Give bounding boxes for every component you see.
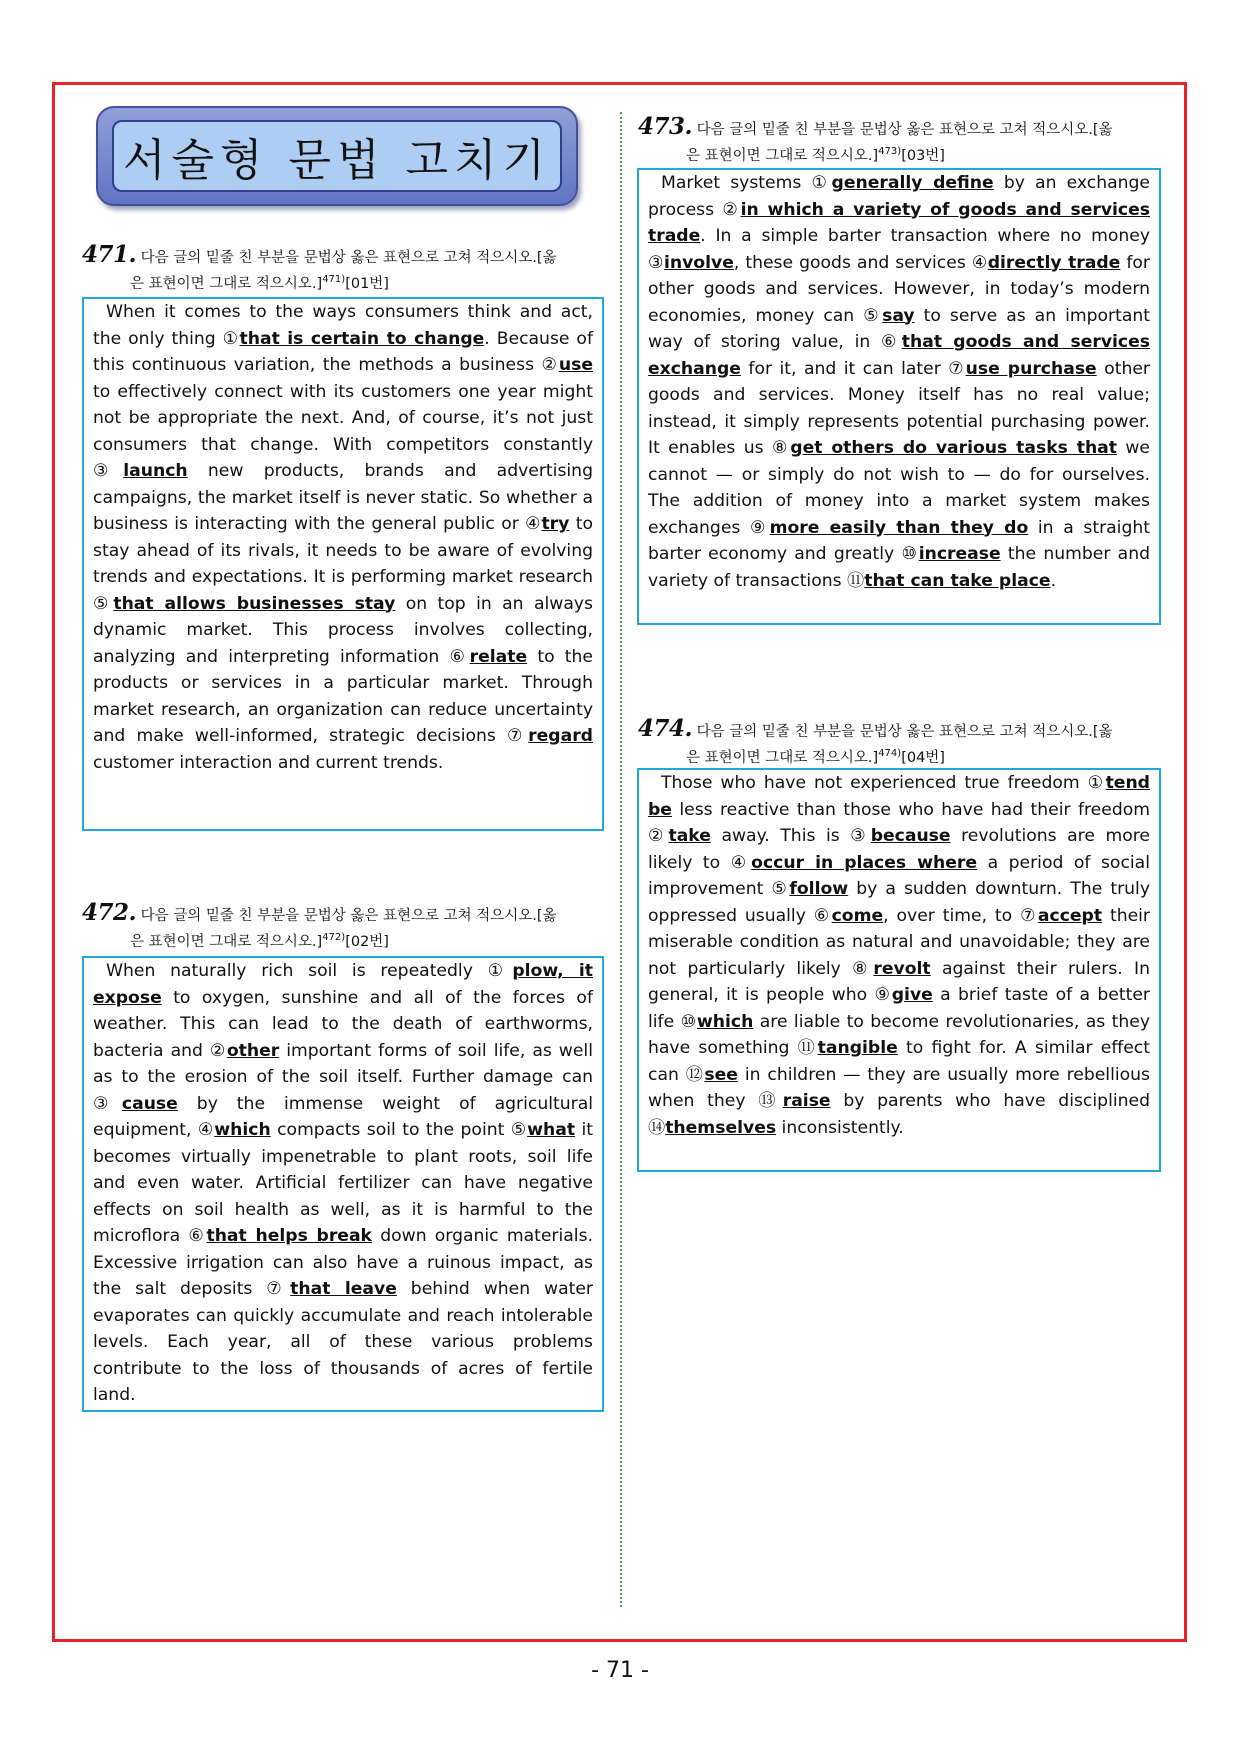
underlined-blank: tend be [648,773,1150,820]
question-instruction-cont: 은 표현이면 그대로 적으시오.] [130,933,323,950]
underlined-blank: revolt [873,958,931,979]
underlined-blank: give [891,985,933,1005]
page-number: - 71 - [591,1658,649,1683]
underlined-blank: tangible [817,1038,898,1058]
underlined-blank: launch [123,461,188,481]
question-ref-sup: 472) [322,932,346,943]
underlined-blank: relate [469,646,528,667]
underlined-blank: that allows businesses stay [113,593,396,614]
underlined-blank: that leave [290,1279,397,1299]
underlined-blank: come [831,905,884,926]
underlined-blank: say [882,305,915,326]
question-passage-473 [637,168,1161,625]
question-instruction: 다음 글의 밑줄 친 부분을 문법상 옳은 표현으로 고쳐 적으시오.[옳 [696,724,1113,740]
question-header-471 [82,241,612,295]
underlined-blank: use [558,355,593,375]
underlined-blank: other [226,1040,280,1061]
underlined-blank: try [541,514,570,534]
underlined-blank: plow, it expose [93,961,593,1008]
underlined-blank: raise [782,1091,831,1111]
question-header-472 [82,899,612,953]
underlined-blank: see [704,1064,738,1085]
question-instruction: 다음 글의 밑줄 친 부분을 문법상 옳은 표현으로 고쳐 적으시오.[옳 [140,908,557,924]
underlined-blank: regard [528,726,593,746]
underlined-blank: follow [789,879,849,899]
question-ref: [02번] [345,933,389,950]
question-instruction: 다음 글의 밑줄 친 부분을 문법상 옳은 표현으로 고쳐 적으시오.[옳 [696,122,1113,138]
underlined-blank: directly trade [987,252,1121,273]
passage-text: When it comes to the ways consumers think and act, the only thing ①that is certain to change. Because of this continuous variation, the methods a business ②use to effectively connect with its customers one year might not be appropriate the next. And, of course, it’s not just consumers that change. With competitors constantly ③launch new products, brands and advertising campaigns, the market itself is never static. So whether a business is interacting with the general public or ④try to stay ahead of its rivals, it needs to be aware of evolving trends and expectations. It is performing market research ⑤that allows businesses stay on top in an always dynamic market. This process involves collecting, analyzing and interpreting information ⑥relate to the products or services in a particular market. Through market research, an organization can reduce uncertainty and make well-informed, strategic decisions ⑦regard customer interaction and current trends. [93,302,594,773]
question-passage-474 [637,768,1161,1172]
underlined-blank: accept [1037,905,1103,926]
underlined-blank: that can take place [864,570,1051,591]
question-passage-471 [82,297,604,831]
underlined-blank: that goods and services exchange [648,332,1150,379]
underlined-blank: occur in places where [751,852,978,873]
underlined-blank: generally define [831,173,994,193]
underlined-blank: involve [663,252,734,273]
underlined-blank: use purchase [965,358,1097,379]
underlined-blank: themselves [665,1117,777,1138]
title-banner-inner [112,120,562,192]
question-instruction: 다음 글의 밑줄 친 부분을 문법상 옳은 표현으로 고쳐 적으시오.[옳 [140,250,557,266]
passage-text: Market systems ①generally define by an exchange process ②in which a variety of goods and services trade. In a simple barter transaction where no money ③involve, these goods and services ④directly trade for other goods and services. However, in today’s modern economies, money can ⑤say to serve as an important way of storing value, in ⑥that goods and services exchange for it, and it can later ⑦use purchase other goods and services. Money itself has no real value; instead, it simply represents potential purchasing power. It enables us ⑧get others do various tasks that we cannot — or simply do not wish to — do for ourselves. The addition of money into a market system makes exchanges ⑨more easily than they do in a straight barter economy and greatly ⑩increase the number and variety of transactions ⑪that can take place. [648,173,1151,591]
question-instruction-cont: 은 표현이면 그대로 적으시오.] [686,147,879,164]
question-ref: [03번] [901,147,945,164]
title-banner [96,106,578,206]
underlined-blank: what [527,1120,576,1140]
question-ref: [01번] [345,275,389,292]
question-ref-sup: 473) [878,146,902,157]
underlined-blank: more easily than they do [769,517,1029,538]
question-instruction-cont: 은 표현이면 그대로 적으시오.] [130,275,323,292]
underlined-blank: which [696,1011,754,1032]
underlined-blank: that helps break [206,1226,372,1246]
underlined-blank: that is certain to change [239,328,485,349]
question-header-474 [638,715,1168,769]
question-number: 473. [638,113,693,140]
question-header-473 [638,113,1168,167]
underlined-blank: take [668,826,711,846]
question-ref-sup: 474) [878,748,902,759]
passage-text: When naturally rich soil is repeatedly ①plow, it expose to oxygen, sunshine and all of the forces of weather. This can lead to the death of earthworms, bacteria and ②other important forms of soil life, as well as to the erosion of the soil itself. Further damage can ③cause by the immense weight of agricultural equipment, ④which compacts soil to the point ⑤what it becomes virtually impenetrable to plant roots, soil life and even water. Artificial fertilizer can have negative effects on soil health as well, as it is harmful to the microflora ⑥that helps break down organic materials. Excessive irrigation can also have a ruinous impact, as the salt deposits ⑦that leave behind when water evaporates can quickly accumulate and reach intolerable levels. Each year, all of these various problems contribute to the loss of thousands of acres of fertile land. [93,961,593,1405]
question-number: 474. [638,715,693,742]
underlined-blank: cause [121,1093,178,1114]
underlined-blank: in which a variety of goods and services trade [648,199,1150,246]
question-passage-472 [82,956,604,1412]
column-divider [620,112,622,1607]
underlined-blank: increase [918,544,1001,564]
question-instruction-cont: 은 표현이면 그대로 적으시오.] [686,749,879,766]
question-ref-sup: 471) [322,274,346,285]
question-number: 471. [82,241,137,268]
question-number: 472. [82,899,137,926]
underlined-blank: which [214,1120,271,1140]
passage-text: Those who have not experienced true freedom ①tend be less reactive than those who have had their freedom ②take away. This is ③because revolutions are more likely to ④occur in places where a period of social improvement ⑤follow by a sudden downturn. The truly oppressed usually ⑥come, over time, to ⑦accept their miserable condition as natural and unavoidable; they are not particularly likely ⑧revolt against their rulers. In general, it is people who ⑨give a brief taste of a better life ⑩which are liable to become revolutionaries, as they have something ⑪tangible to fight for. A similar effect can ⑫see in children — they are usually more rebellious when they ⑬raise by parents who have disciplined ⑭themselves inconsistently. [648,773,1150,1138]
question-ref: [04번] [901,749,945,766]
underlined-blank: get others do various tasks that [790,438,1117,458]
underlined-blank: because [870,826,951,846]
page-title: 서술형 문법 고치기 [122,135,551,186]
